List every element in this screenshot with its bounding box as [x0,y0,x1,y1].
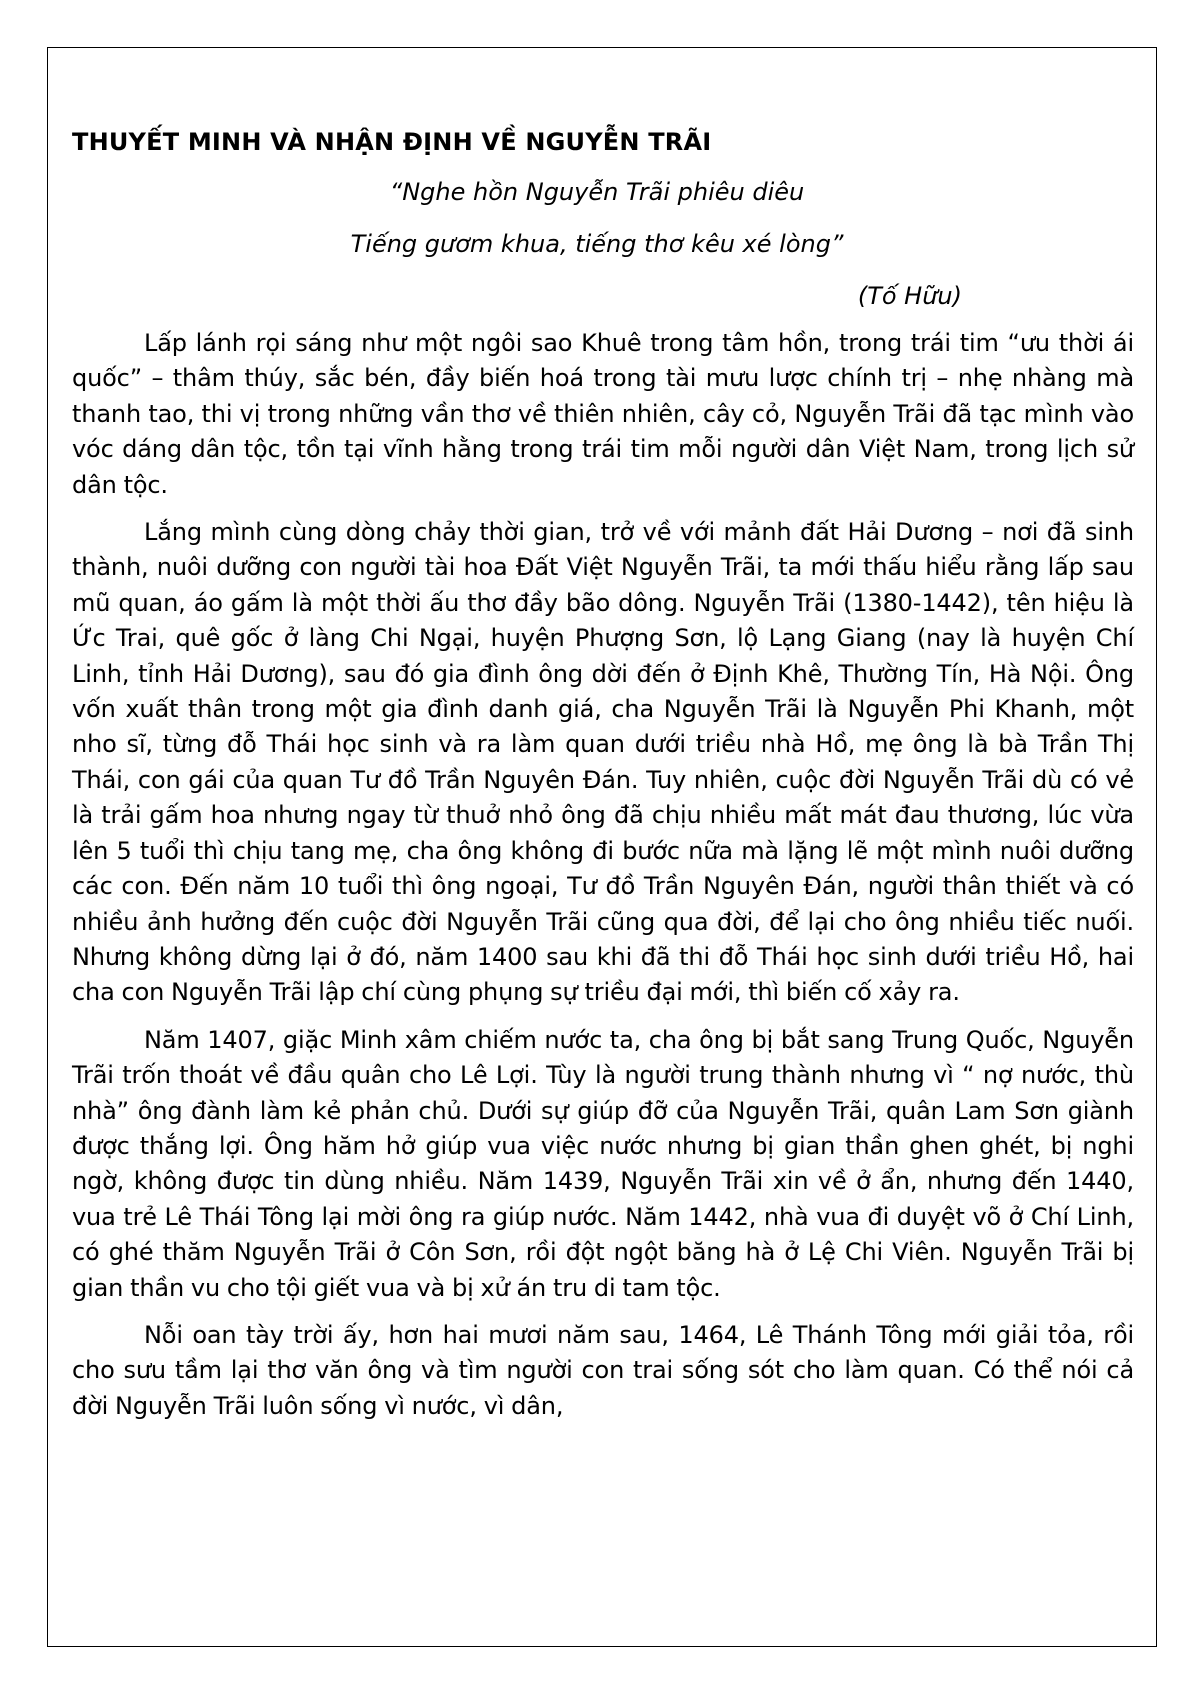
document-title: THUYẾT MINH VÀ NHẬN ĐỊNH VỀ NGUYỄN TRÃI [72,128,712,156]
paragraph: Năm 1407, giặc Minh xâm chiếm nước ta, cha ông bị bắt sang Trung Quốc, Nguyễn Trãi trốn thoát về đầu quân cho Lê Lợi. Tùy là người trung thành nhưng vì “ nợ nước, thù nhà” ông đành làm kẻ phản chủ. Dưới sự giúp đỡ của Nguyễn Trãi, quân Lam Sơn giành được thắng lợi. Ông hăm hở giúp vua việc nước nhưng bị gian thần ghen ghét, bị nghi ngờ, không được tin dùng nhiều. Năm 1439, Nguyễn Trãi xin về ở ẩn, nhưng đến 1440, vua trẻ Lê Thái Tông lại mời ông ra giúp nước. Năm 1442, nhà vua đi duyệt võ ở Chí Linh, có ghé thăm Nguyễn Trãi ở Côn Sơn, rồi đột ngột băng hà ở Lệ Chi Viên. Nguyễn Trãi bị gian thần vu cho tội giết vua và bị xử án tru di tam tộc. [72,1025,1134,1302]
epigraph-author: (Tố Hữu) [857,282,962,310]
paragraph: Lắng mình cùng dòng chảy thời gian, trở về với mảnh đất Hải Dương – nơi đã sinh thành, nuôi dưỡng con người tài hoa Đất Việt Nguyễn Trãi, ta mới thấu hiểu rằng lấp sau mũ quan, áo gấm là một thời ấu thơ đầy bão dông. Nguyễn Trãi (1380-1442), tên hiệu là Ức Trai, quê gốc ở làng Chi Ngại, huyện Phượng Sơn, lộ Lạng Giang (nay là huyện Chí Linh, tỉnh Hải Dương), sau đó gia đình ông dời đến ở Định Khê, Thường Tín, Hà Nội. Ông vốn xuất thân trong một gia đình danh giá, cha Nguyễn Trãi là Nguyễn Phi Khanh, một nho sĩ, từng đỗ Thái học sinh và ra làm quan dưới triều nhà Hồ, mẹ ông là bà Trần Thị Thái, con gái của quan Tư đồ Trần Nguyên Đán. Tuy nhiên, cuộc đời Nguyễn Trãi dù có vẻ là trải gấm hoa nhưng ngay từ thuở nhỏ ông đã chịu nhiều mất mát đau thương, lúc vừa lên 5 tuổi thì chịu tang mẹ, cha ông không đi bước nữa mà lặng lẽ một mình nuôi dưỡng các con. Đến năm 10 tuổi thì ông ngoại, Tư đồ Trần Nguyên Đán, người thân thiết và có nhiều ảnh hưởng đến cuộc đời Nguyễn Trãi cũng qua đời, để lại cho ông nhiều tiếc nuối. Nhưng không dừng lại ở đó, năm 1400 sau khi đã thi đỗ Thái học sinh dưới triều Hồ, hai cha con Nguyễn Trãi lập chí cùng phụng sự triều đại mới, thì biến cố xảy ra. [72,518,1134,1007]
paragraph: Lấp lánh rọi sáng như một ngôi sao Khuê trong tâm hồn, trong trái tim “ưu thời ái quốc” – thâm thúy, sắc bén, đầy biến hoá trong tài mưu lược chính trị – nhẹ nhàng mà thanh tao, thi vị trong những vần thơ về thiên nhiên, cây cỏ, Nguyễn Trãi đã tạc mình vào vóc dáng dân tộc, tồn tại vĩnh hằng trong trái tim mỗi người dân Việt Nam, trong lịch sử dân tộc. [72,329,1134,499]
epigraph [72,166,1134,322]
epigraph-line: “Nghe hồn Nguyễn Trãi phiêu diêu [389,178,805,206]
paragraph: Nỗi oan tày trời ấy, hơn hai mươi năm sau, 1464, Lê Thánh Tông mới giải tỏa, rồi cho sưu tầm lại thơ văn ông và tìm người con trai sống sót cho làm quan. Có thể nói cả đời Nguyễn Trãi luôn sống vì nước, vì dân, [72,1320,1134,1420]
epigraph-line: Tiếng gươm khua, tiếng thơ kêu xé lòng” [350,230,844,258]
document-body [72,118,1134,1436]
